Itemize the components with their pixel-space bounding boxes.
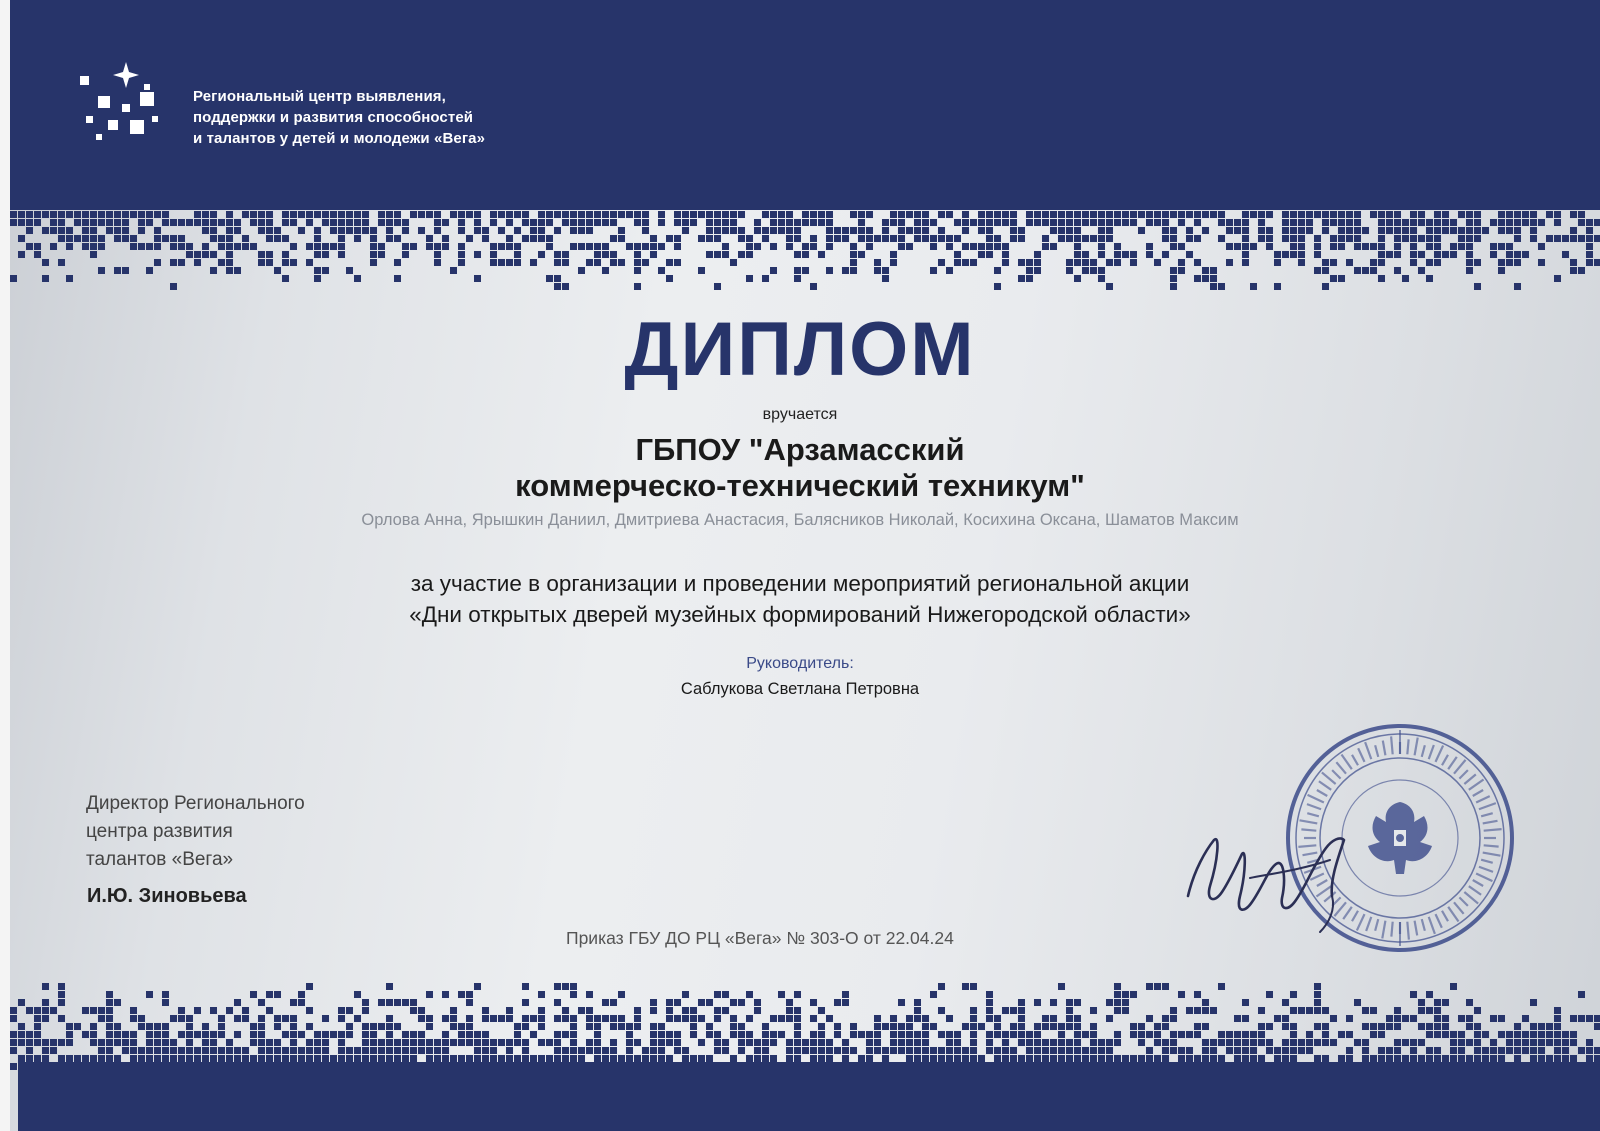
- paper-edge: [0, 0, 10, 1131]
- footer-band: [18, 1062, 1600, 1131]
- pixel-pattern-top: [0, 195, 1600, 305]
- diploma-title: ДИПЛОМ: [624, 307, 976, 392]
- director-signature-icon: [1180, 800, 1380, 940]
- vega-logo-icon: [74, 58, 164, 148]
- organization-name: [193, 86, 573, 149]
- pixel-pattern-bottom: [0, 975, 1600, 1070]
- leader-label: Руководитель:: [746, 655, 854, 672]
- director-name: И.Ю. Зиновьева: [87, 885, 247, 907]
- participants-list: Орлова Анна, Ярышкин Даниил, Дмитриева Анастасия, Балясников Николай, Косихина Оксана, Шаматов Максим: [361, 511, 1239, 529]
- director-title: [86, 790, 305, 874]
- award-reason-line: за участие в организации и проведении мероприятий региональной акции: [410, 571, 1190, 596]
- order-reference: Приказ ГБУ ДО РЦ «Вега» № 303-О от 22.04.24: [566, 928, 954, 948]
- award-reason-line: «Дни открытых дверей музейных формирований Нижегородской области»: [409, 602, 1191, 627]
- recipient-name: [0, 432, 1600, 504]
- recipient-name-line: ГБПОУ "Арзамасский: [635, 432, 965, 467]
- recipient-name-line: коммерческо-технический техникум": [515, 468, 1085, 503]
- director-title-line: Директор Регионального: [86, 793, 305, 814]
- director-title-line: центра развития: [86, 821, 233, 842]
- leader-name: Саблукова Светлана Петровна: [680, 680, 920, 698]
- awarded-label: вручается: [762, 406, 838, 423]
- organization-name-line: и талантов у детей и молодежи «Вега»: [193, 130, 486, 147]
- organization-name-line: поддержки и развития способностей: [193, 109, 474, 126]
- award-reason: [0, 568, 1600, 630]
- organization-name-line: Региональный центр выявления,: [193, 88, 446, 105]
- director-title-line: талантов «Вега»: [86, 849, 234, 870]
